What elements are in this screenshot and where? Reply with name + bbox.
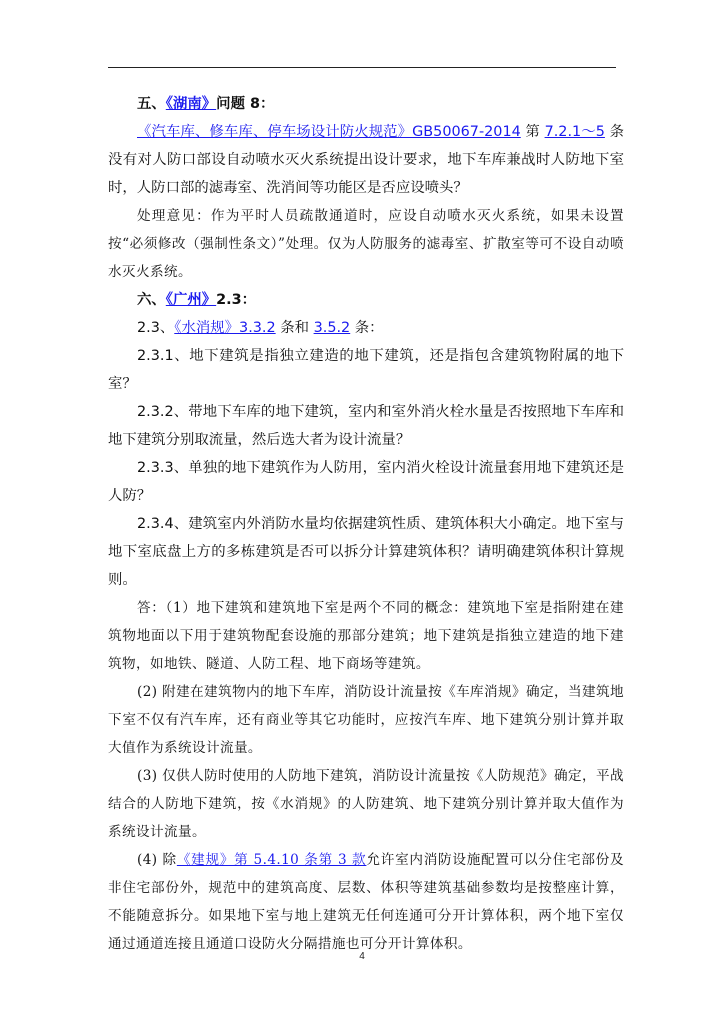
handling-opinion: 处理意见：作为平时人员疏散通道时，应设自动喷水灭火系统，如果未设置按“必须修改（强制性条文）”处理。仅为人防服务的滤毒室、扩散室等可不设自动喷水灭火系统。	[108, 208, 624, 280]
section-6-prefix: 六、	[137, 292, 166, 308]
question-2-3-intro	[108, 314, 624, 342]
page-number: 4	[359, 951, 365, 962]
section-5-heading	[108, 90, 624, 118]
clause-3-5-2-link[interactable]: 3.5.2	[313, 320, 351, 336]
section-5-suffix: 问题 8：	[216, 96, 275, 112]
q2-suffix: 条：	[350, 320, 384, 336]
section-6-heading	[108, 286, 624, 314]
guangzhou-link[interactable]: 《广州》	[165, 292, 217, 308]
answer-3: (3) 仅供人防时使用的人防地下建筑，消防设计流量按《人防规范》确定，平战结合的人防地下建筑，按《水消规》的人防建筑、地下建筑分别计算并取大值作为系统设计流量。	[108, 768, 624, 840]
header-rule	[108, 67, 616, 68]
q1-text: 条没有对人防口部设自动喷水灭火系统提出设计要求，地下车库兼战时人防地下室时，人防口部的滤毒室、洗消间等功能区是否应设喷头？	[108, 124, 624, 196]
ans4-text: 允许室内消防设施配置可以分住宅部份及非住宅部份外，规范中的建筑高度、层数、体积等建筑基础参数均是按整座计算，不能随意拆分。如果地下室与地上建筑无任何连通可分开计算体积，两个地下室仅通过通道连接且通道口设防火分隔措施也可分开计算体积。	[108, 852, 624, 952]
question-2-3-2: 2.3.2、带地下车库的地下建筑，室内和室外消火栓水量是否按照地下车库和地下建筑分别取流量，然后选大者为设计流量？	[108, 404, 624, 448]
clause-7-2-1-link[interactable]: 7.2.1～5	[544, 124, 605, 140]
section-5-prefix: 五、	[137, 96, 166, 112]
question-2-3-1: 2.3.1、地下建筑是指独立建造的地下建筑，还是指包含建筑物附属的地下室？	[108, 348, 624, 392]
question-2-3-3: 2.3.3、单独的地下建筑作为人防用，室内消火栓设计流量套用地下建筑还是人防？	[108, 460, 624, 504]
q1-mid: 第	[520, 124, 545, 140]
ans4-prefix: (4) 除	[137, 852, 177, 868]
question-hunan-8	[108, 118, 624, 202]
building-code-5-4-10-link[interactable]: 《建规》第 5.4.10 条第 3 款	[176, 852, 367, 868]
water-code-3-3-2-link[interactable]: 《水消规》3.3.2	[174, 320, 276, 336]
section-6-suffix: 2.3：	[216, 292, 257, 308]
question-2-3-4: 2.3.4、建筑室内外消防水量均依据建筑性质、建筑体积大小确定。地下室与地下室底盘上方的多栋建筑是否可以拆分计算建筑体积？请明确建筑体积计算规则。	[108, 516, 624, 588]
answer-4	[108, 846, 624, 958]
q2-prefix: 2.3、	[137, 320, 175, 336]
answer-2: (2) 附建在建筑物内的地下车库，消防设计流量按《车库消规》确定，当建筑地下室不仅有汽车库，还有商业等其它功能时，应按汽车库、地下建筑分别计算并取大值作为系统设计流量。	[108, 684, 624, 756]
answer-1: 答：（1）地下建筑和建筑地下室是两个不同的概念：建筑地下室是指附建在建筑物地面以下用于建筑物配套设施的那部分建筑；地下建筑是指独立建造的地下建筑物，如地铁、隧道、人防工程、地下商场等建筑。	[108, 600, 624, 672]
garage-code-link[interactable]: 《汽车库、修车库、停车场设计防火规范》GB50067-2014	[137, 124, 521, 140]
q2-mid: 条和	[275, 320, 314, 336]
hunan-link[interactable]: 《湖南》	[165, 96, 217, 112]
